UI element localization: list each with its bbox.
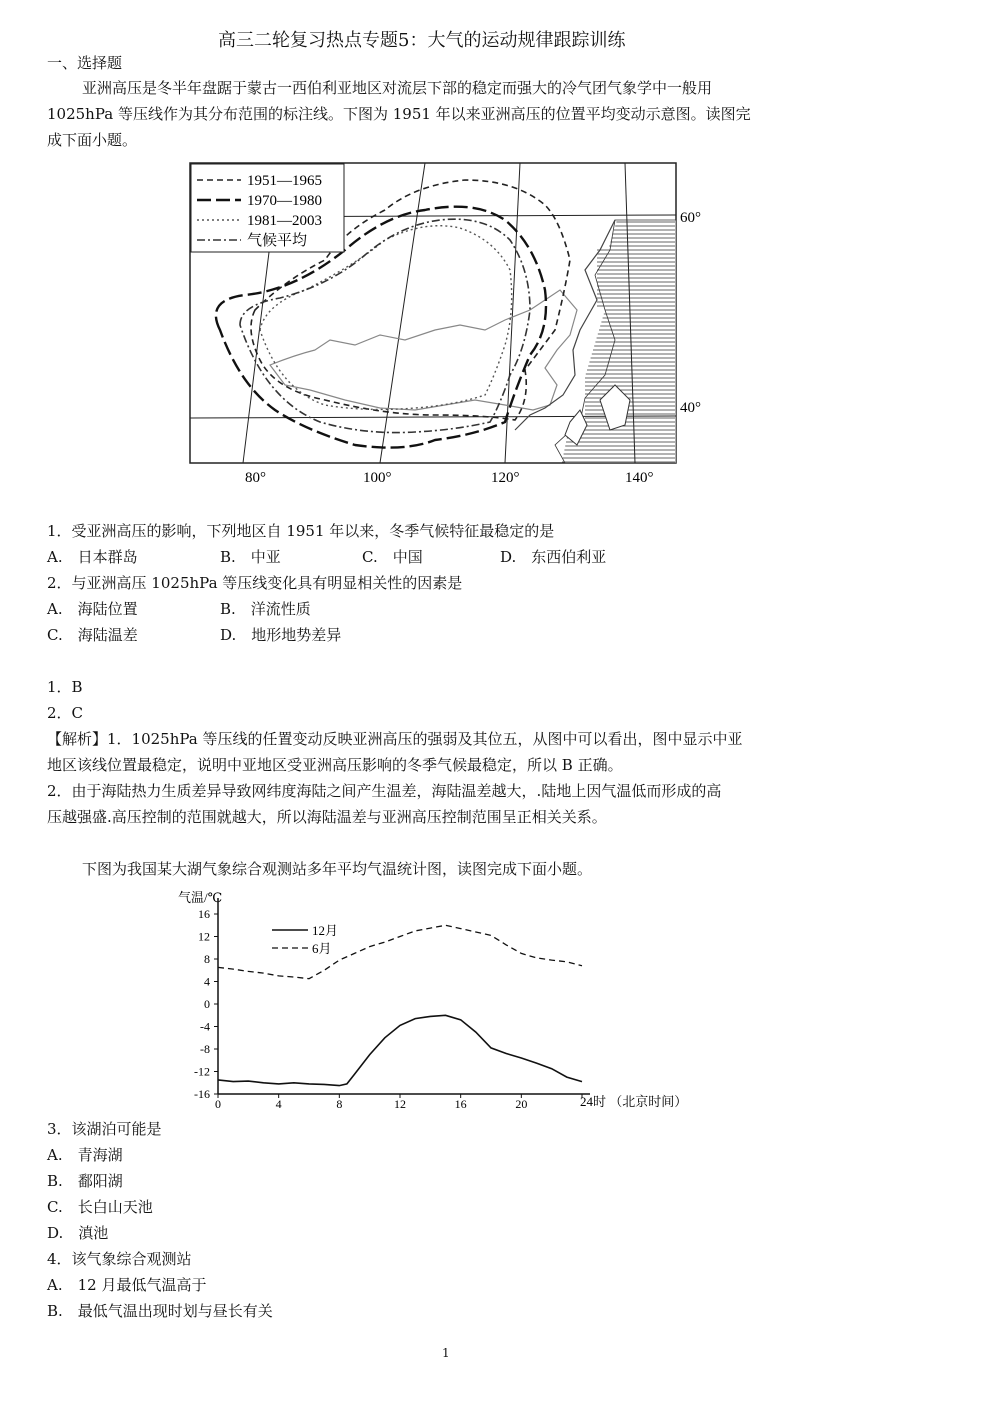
x-tick-label: 12: [394, 1097, 406, 1111]
y-tick-label: -16: [194, 1087, 210, 1101]
chart-ylabel: 气温/℃: [178, 890, 223, 905]
q1-option-a: A. 日本群岛: [47, 548, 138, 566]
q3-option-a: A. 青海湖: [47, 1146, 123, 1164]
x-tick-label: 0: [215, 1097, 221, 1111]
y-tick-label: 16: [198, 907, 210, 921]
intro-line-1: 亚洲高压是冬半年盘踞于蒙古一西伯利亚地区对流层下部的稳定而强大的冷气团气象学中一般用: [82, 79, 713, 97]
y-tick-label: -4: [200, 1019, 210, 1034]
lon-label-120: 120°: [491, 470, 520, 486]
q4-option-a: A. 12 月最低气温高于: [47, 1276, 207, 1294]
page-number: 1: [442, 1346, 450, 1360]
q2-option-d: D. 地形地势差异: [220, 626, 342, 644]
legend-label-climate-mean: 气候平均: [247, 233, 308, 249]
x-tick-label: 8: [336, 1097, 343, 1111]
q1-option-c: C. 中国: [362, 548, 423, 566]
legend-label-1970-1980: 1970—1980: [247, 193, 322, 209]
y-tick-label: 4: [204, 974, 210, 989]
answer-1: 1．B: [47, 678, 83, 696]
q2-option-c: C. 海陆温差: [47, 626, 138, 644]
q1-stem: 1．受亚洲高压的影响，下列地区自 1951 年以来，冬季气候特征最稳定的是: [47, 522, 555, 540]
lon-label-80: 80°: [245, 470, 266, 486]
temperature-chart: [170, 888, 730, 1113]
q4-option-b: B. 最低气温出现时划与昼长有关: [47, 1302, 273, 1320]
legend-label-1951-1965: 1951—1965: [247, 173, 322, 189]
q2-option-a: A. 海陆位置: [47, 600, 138, 618]
y-tick-label: -12: [194, 1064, 210, 1079]
x-tick-label: 20: [515, 1097, 528, 1111]
q1-option-d: D. 东西伯利亚: [500, 548, 607, 566]
lat-label-40: 40°: [680, 400, 701, 416]
y-tick-label: 12: [198, 929, 210, 944]
intro-line-2: 1025hPa 等压线作为其分布范围的标注线。下图为 1951 年以来亚洲高压的位置平均变动示意图。读图完: [47, 105, 751, 123]
y-tick-label: 8: [204, 952, 210, 966]
page-title: 高三二轮复习热点专题5：大气的运动规律跟踪训练: [218, 30, 626, 51]
analysis-line-4: 压越强盛.高压控制的范围就越大，所以海陆温差与亚洲高压控制范围呈正相关关系。: [47, 808, 607, 826]
analysis-line-3: 2．由于海陆热力生质差异导致网纬度海陆之间产生温差，海陆温差越大，.陆地上因气温低而形成的高: [47, 782, 722, 800]
q3-option-c: C. 长白山天池: [47, 1198, 153, 1216]
legend-label-1981-2003: 1981—2003: [247, 213, 322, 229]
q2-option-b: B. 洋流性质: [220, 600, 311, 618]
q3-option-b: B. 鄱阳湖: [47, 1172, 123, 1190]
q4-stem: 4．该气象综合观测站: [47, 1250, 192, 1268]
q1-option-b: B. 中亚: [220, 548, 281, 566]
lat-label-60: 60°: [680, 210, 701, 226]
y-tick-label: -8: [200, 1042, 210, 1056]
asia-high-map: [185, 160, 725, 490]
q3-stem: 3．该湖泊可能是: [47, 1120, 162, 1138]
section-heading: 一、选择题: [47, 54, 123, 72]
q2-stem: 2．与亚洲高压 1025hPa 等压线变化具有明显相关性的因素是: [47, 574, 463, 592]
chart-xlabel: 24时 （北京时间）: [580, 1094, 688, 1109]
q3-option-d: D. 滇池: [47, 1224, 109, 1242]
lon-label-100: 100°: [363, 470, 392, 486]
answer-2: 2．C: [47, 704, 84, 722]
legend-label-dec: 12月: [312, 923, 339, 938]
intro-2: 下图为我国某大湖气象综合观测站多年平均气温统计图，读图完成下面小题。: [82, 860, 593, 878]
legend-label-jun: 6月: [312, 941, 332, 956]
x-tick-label: 16: [454, 1097, 467, 1111]
analysis-line-2: 地区该线位置最稳定，说明中亚地区受亚洲高压影响的冬季气候最稳定，所以 B 正确。: [47, 756, 623, 774]
x-tick-label: 4: [275, 1097, 282, 1111]
series-line-dec: [218, 1015, 582, 1085]
analysis-line-1: 【解析】1．1025hPa 等压线的任置变动反映亚洲高压的强弱及其位五，从图中可以看出，图中显示中亚: [47, 730, 743, 748]
series-line-jun: [218, 925, 582, 978]
y-tick-label: 0: [204, 997, 210, 1011]
lon-label-140: 140°: [625, 470, 654, 486]
intro-line-3: 成下面小题。: [47, 131, 138, 149]
